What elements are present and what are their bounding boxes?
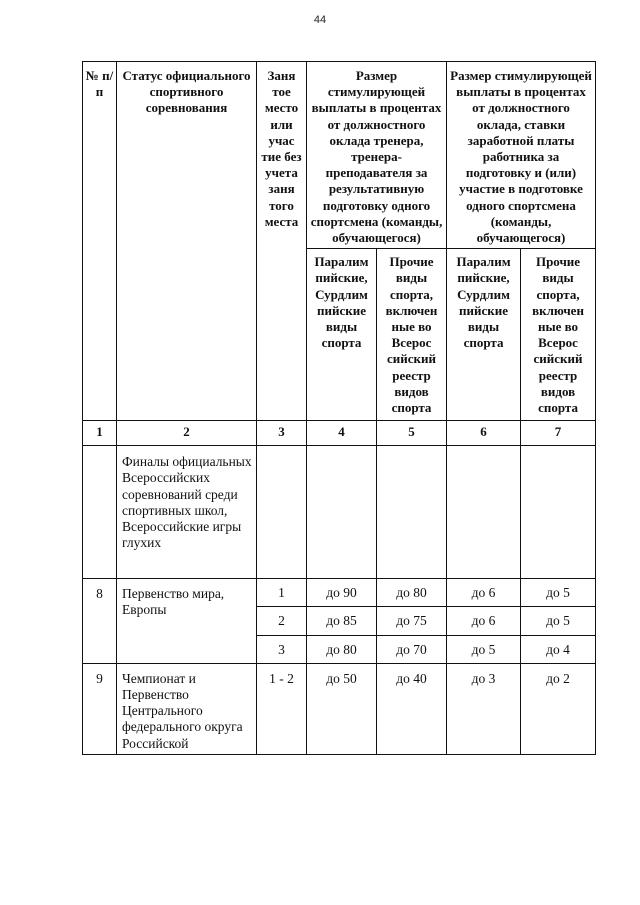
column-number: 5 <box>377 421 447 446</box>
row-value: до 50 <box>307 663 377 754</box>
row-value <box>377 446 447 579</box>
row-value: до 40 <box>377 663 447 754</box>
row-place: 2 <box>257 607 307 635</box>
row-number <box>83 446 117 579</box>
column-number: 6 <box>447 421 521 446</box>
header-number: № п/п <box>83 62 117 421</box>
row-value: до 70 <box>377 635 447 663</box>
row-number: 9 <box>83 663 117 754</box>
row-value: до 6 <box>447 579 521 607</box>
row-value <box>307 446 377 579</box>
row-value: до 80 <box>377 579 447 607</box>
page-number: 44 <box>313 14 327 26</box>
row-value: до 85 <box>307 607 377 635</box>
subheader-other-trainer: Прочие виды спорта, включен ные во Всерос сийский реестр видов спорта <box>377 249 447 421</box>
column-number: 1 <box>83 421 117 446</box>
column-number-row <box>83 421 596 446</box>
column-number: 4 <box>307 421 377 446</box>
subheader-other-worker: Прочие виды спорта, включен ные во Всерос сийский реестр видов спорта <box>521 249 596 421</box>
row-value: до 5 <box>447 635 521 663</box>
row-value <box>521 446 596 579</box>
table-row <box>83 446 596 579</box>
row-value: до 3 <box>447 663 521 754</box>
table-row <box>83 663 596 754</box>
header-worker-payment: Размер стимулирующей выплаты в процентах от должностного оклада, ставки заработной платы работника за подготовку и (или) участие в подготовке одного спортсмена (команды, обучающегося) <box>447 62 596 249</box>
row-value: до 80 <box>307 635 377 663</box>
subheader-paralympic-trainer: Паралим пийские, Сурдлим пийские виды спорта <box>307 249 377 421</box>
row-status: Чемпионат и Первенство Центрального федерального округа Российской <box>117 663 257 754</box>
column-number: 7 <box>521 421 596 446</box>
row-value: до 90 <box>307 579 377 607</box>
row-value: до 75 <box>377 607 447 635</box>
row-value: до 5 <box>521 607 596 635</box>
row-place: 1 - 2 <box>257 663 307 754</box>
row-place: 1 <box>257 579 307 607</box>
table-row <box>83 579 596 607</box>
row-value <box>447 446 521 579</box>
incentive-payment-table <box>82 61 596 755</box>
subheader-paralympic-worker: Паралим пийские, Сурдлим пийские виды спорта <box>447 249 521 421</box>
row-value: до 2 <box>521 663 596 754</box>
header-status: Статус официального спортивного соревнования <box>117 62 257 421</box>
column-number: 2 <box>117 421 257 446</box>
row-place: 3 <box>257 635 307 663</box>
row-status: Финалы официальных Всероссийских соревнований среди спортивных школ, Всероссийские игры глухих <box>117 446 257 579</box>
row-value: до 5 <box>521 579 596 607</box>
header-place: Заня тое место или учас тие без учета заня того места <box>257 62 307 421</box>
row-value: до 4 <box>521 635 596 663</box>
row-number: 8 <box>83 579 117 664</box>
row-status: Первенство мира, Европы <box>117 579 257 664</box>
row-value: до 6 <box>447 607 521 635</box>
header-trainer-payment: Размер стимулирующей выплаты в процентах от должностного оклада тренера, тренера-преподавателя за результативную подготовку одного спортсмена (команды, обучающегося) <box>307 62 447 249</box>
row-place <box>257 446 307 579</box>
column-number: 3 <box>257 421 307 446</box>
